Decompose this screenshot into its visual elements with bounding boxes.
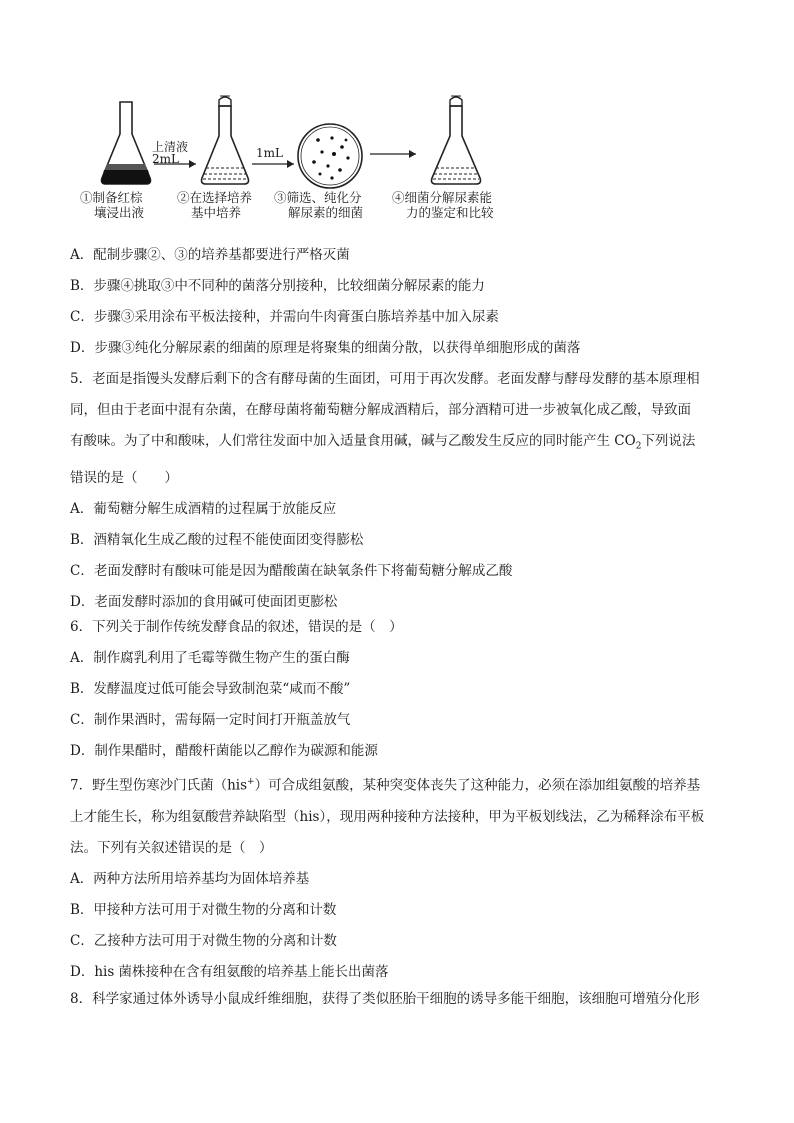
step-2-caption: ②在选择培养 基中培养 xyxy=(177,190,253,220)
option-5c: C．老面发酵时有酸味可能是因为醋酸菌在缺氧条件下将葡萄糖分解成乙酸 xyxy=(70,562,513,579)
question-4-options xyxy=(70,240,730,364)
question-7-stem-line2: 上才能生长，称为组氨酸营养缺陷型（his），现用两种接种方法接种，甲为平板划线法，乙为稀释涂布平板 xyxy=(70,808,705,825)
question-6 xyxy=(70,612,730,767)
question-5-stem-line2: 同，但由于老面中混有杂菌，在酵母菌将葡萄糖分解成酒精后，部分酒精可进一步被氧化成乙酸，导致面 xyxy=(70,402,691,418)
option-4d: D．步骤③纯化分解尿素的细菌的原理是将聚集的细菌分散，以获得单细胞形成的菌落 xyxy=(70,340,581,356)
arrow-2-label: 1mL xyxy=(256,146,283,160)
option-6d: D．制作果醋时，醋酸杆菌能以乙醇作为碳源和能源 xyxy=(70,743,378,759)
question-5-stem-line3: 有酸味。为了中和酸味，人们常往发面中加入适量食用碱，碱与乙酸发生反应的同时能产生 $CO_2$下列说法 xyxy=(70,433,696,452)
option-4c: C．步骤③采用涂布平板法接种，并需向牛肉膏蛋白胨培养基中加入尿素 xyxy=(70,309,499,325)
arrow-1-top-label: 上清液 xyxy=(152,140,189,154)
option-5d: D．老面发酵时添加的食用碱可使面团更膨松 xyxy=(70,593,338,610)
question-7 xyxy=(70,767,730,988)
question-8-stem-line1: 8．科学家通过体外诱导小鼠成纤维细胞，获得了类似胚胎干细胞的诱导多能干细胞，该细胞可增殖分化形 xyxy=(70,991,700,1007)
option-7d: D．his 菌株接种在含有组氨酸的培养基上能长出菌落 xyxy=(70,963,389,980)
option-7b: B．甲接种方法可用于对微生物的分离和计数 xyxy=(70,901,337,918)
question-5-stem-line4: 错误的是（ ） xyxy=(70,469,178,486)
option-7a: A．两种方法所用培养基均为固体培养基 xyxy=(70,870,310,887)
option-6c: C．制作果酒时，需每隔一定时间打开瓶盖放气 xyxy=(70,712,351,728)
flask-1-icon xyxy=(102,102,151,184)
option-6a: A．制作腐乳利用了毛霉等微生物产生的蛋白酶 xyxy=(70,650,350,666)
flask-2-icon xyxy=(202,96,249,184)
flask-4-icon xyxy=(432,96,481,184)
option-6b: B．发酵温度过低可能会导致制泡菜“咸而不酸” xyxy=(70,681,351,697)
question-7-stem-line1: 7．野生型伤寒沙门氏菌（his+）可合成组氨酸，某种突变体丧失了这种能力，必须在添加组氨酸的培养基 xyxy=(70,777,701,794)
step-4-caption: ④细菌分解尿素能 力的鉴定和比较 xyxy=(392,190,494,220)
question-5-stem-line1: 5．老面是指馒头发酵后剩下的含有酵母菌的生面团，可用于再次发酵。老面发酵与酵母发酵的基本原理相 xyxy=(70,371,700,387)
step-1-caption: ①制备红棕 壤浸出液 xyxy=(80,190,145,220)
option-5a: A．葡萄糖分解生成酒精的过程属于放能反应 xyxy=(70,500,337,517)
option-5b: B．酒精氧化生成乙酸的过程不能使面团变得膨松 xyxy=(70,531,364,548)
arrow-2-icon xyxy=(252,160,294,168)
option-4b: B．步骤④挑取③中不同种的菌落分别接种，比较细菌分解尿素的能力 xyxy=(70,278,485,294)
experiment-figure xyxy=(70,92,530,232)
option-4a: A．配制步骤②、③的培养基都要进行严格灭菌 xyxy=(70,247,350,263)
petri-dish-icon xyxy=(298,124,362,188)
question-5 xyxy=(70,364,730,618)
question-8 xyxy=(70,984,730,1015)
step-3-caption: ③筛选、纯化分 解尿素的细菌 xyxy=(274,190,364,220)
question-7-stem-line3: 法。下列有关叙述错误的是（ ） xyxy=(70,839,273,856)
option-7c: C．乙接种方法可用于对微生物的分离和计数 xyxy=(70,932,337,949)
arrow-3-icon xyxy=(370,150,416,158)
question-6-stem: 6．下列关于制作传统发酵食品的叙述，错误的是（ ） xyxy=(70,619,403,635)
arrow-1-bottom-label: 2mL xyxy=(152,152,179,166)
